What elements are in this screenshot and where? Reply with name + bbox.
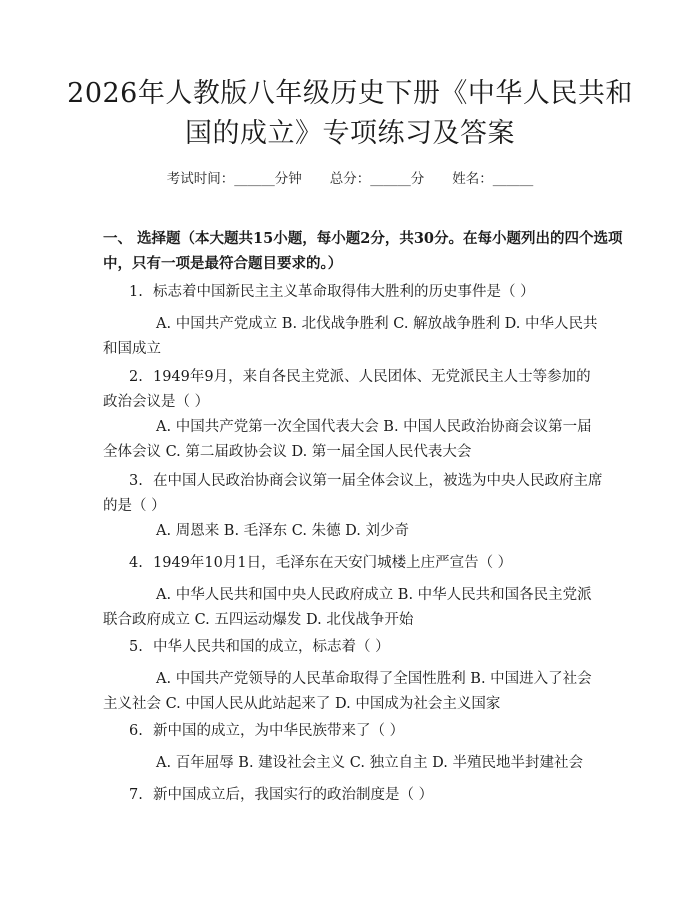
question-stem: [103, 719, 603, 744]
question-options: A. 中华人民共和国中央人民政府成立 B. 中华人民共和国各民主党派联合政府成立 C. 五四运动爆发 D. 北伐战争开始: [103, 587, 592, 628]
exam-meta: [0, 167, 700, 187]
question-stem: [103, 635, 603, 660]
question-stem: [103, 280, 603, 305]
question-text: 新中国的成立，为中华民族带来了（ ）: [153, 723, 405, 739]
question-options: A. 周恩来 B. 毛泽东 C. 朱德 D. 刘少奇: [156, 523, 410, 539]
question-number: 1.: [129, 284, 143, 300]
total-score-label: 总分：______分: [329, 171, 425, 187]
question-options: A. 百年屈辱 B. 建设社会主义 C. 独立自主 D. 半殖民地半封建社会: [156, 755, 584, 771]
section-heading: 一、 选择题（本大题共15小题，每小题2分，共30分。在每小题列出的四个选项中，只有一项是最符合题目要求的。）: [103, 230, 623, 272]
question-stem: [103, 783, 603, 808]
question-number: 5.: [129, 639, 143, 655]
question-number: 7.: [129, 787, 143, 803]
question-number: 4.: [129, 555, 143, 571]
question-stem: [103, 365, 603, 415]
exam-time-label: 考试时间：______分钟: [166, 171, 302, 187]
question-number: 2.: [129, 369, 143, 385]
question-stem: [103, 551, 603, 576]
question-text: 中华人民共和国的成立，标志着（ ）: [153, 639, 390, 655]
question-number: 6.: [129, 723, 143, 739]
question-text: 标志着中国新民主主义革命取得伟大胜利的历史事件是（ ）: [153, 284, 535, 300]
question-options: A. 中国共产党领导的人民革命取得了全国性胜利 B. 中国进入了社会主义社会 C. 中国人民从此站起来了 D. 中国成为社会主义国家: [103, 671, 592, 712]
question-text: 1949年9月，来自各民主党派、人民团体、无党派民主人士等参加的政治会议是（ ）: [103, 369, 591, 410]
question-text: 1949年10月1日，毛泽东在天安门城楼上庄严宣告（ ）: [153, 555, 513, 571]
question-options: A. 中国共产党第一次全国代表大会 B. 中国人民政治协商会议第一届全体会议 C. 第二届政协会议 D. 第一届全国人民代表大会: [103, 419, 592, 460]
name-label: 姓名：______: [452, 171, 534, 187]
page-title: 2026年人教版八年级历史下册《中华人民共和国的成立》专项练习及答案: [67, 78, 633, 149]
question-number: 3.: [129, 473, 143, 489]
question-text: 新中国成立后，我国实行的政治制度是（ ）: [153, 787, 434, 803]
question-stem: [103, 469, 603, 519]
question-options: A. 中国共产党成立 B. 北伐战争胜利 C. 解放战争胜利 D. 中华人民共和国成立: [103, 316, 598, 357]
question-text: 在中国人民政治协商会议第一届全体会议上，被选为中央人民政府主席的是（ ）: [103, 473, 603, 514]
